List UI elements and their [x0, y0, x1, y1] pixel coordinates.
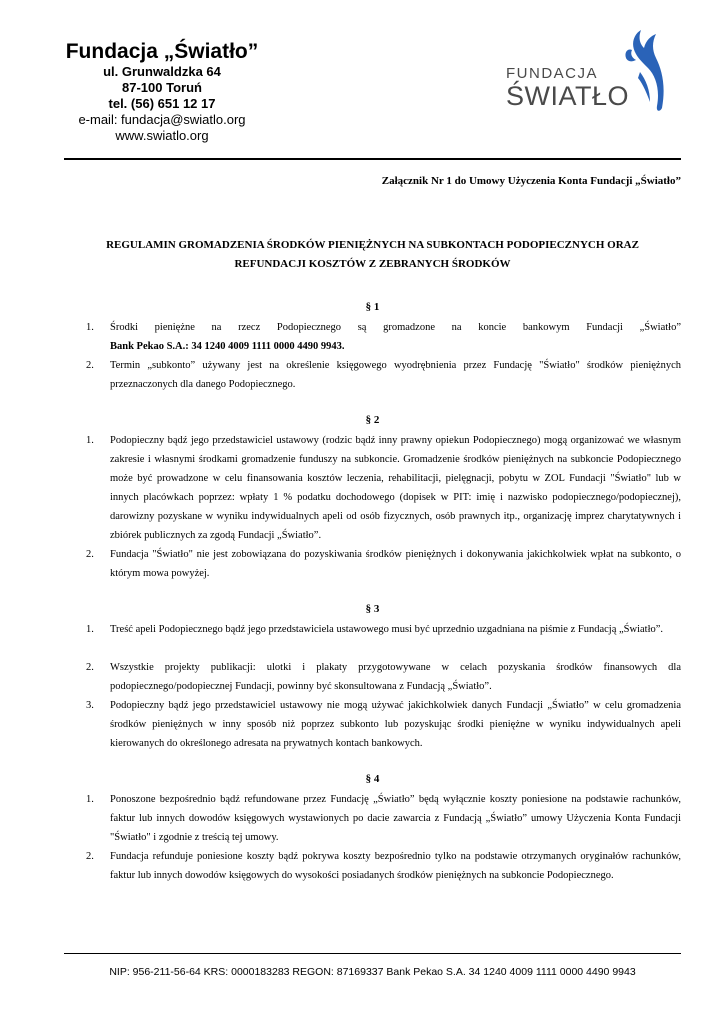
document-title: [70, 236, 675, 274]
list-item: [86, 620, 681, 639]
org-website: www.swiatlo.org: [115, 128, 209, 143]
footer-divider: [64, 953, 681, 954]
list-item: [86, 431, 681, 545]
section-heading: § 2: [365, 414, 380, 426]
list-item: [86, 696, 681, 753]
org-city: 87-100 Toruń: [122, 80, 202, 95]
item-number: 2.: [86, 360, 94, 371]
item-text: Podopieczny bądź jego przedstawiciel ustawowy (rodzic bądź inny prawny opiekun Podopiecznego) mogą organizować we własnym zakresie i własnymi środkami gromadzenie funduszy na subkoncie. Gromadzenie środków pieniężnych na subkoncie Podopiecznego może być prowadzone w celu finansowania kosztów leczenia, rehabilitacji, pielęgnacji, pobytu w ZOL Fundacji "Światło" lub w innych placówkach poprzez: wpłaty 1 % podatku dochodowego (dopisek w PIT: imię i nazwisko podopiecznego/podopiecznej), darowizny pozyskane w wyniku indywidualnych apeli od osób fizycznych, osób prawnych itp., organizację imprez charytatywnych i zbiórek publicznych za zgodą Fundacji „Światło”.: [110, 435, 681, 541]
list-item: [86, 847, 681, 885]
section-heading: § 4: [365, 773, 380, 785]
org-street: ul. Grunwaldzka 64: [103, 64, 221, 79]
item-text: Wszystkie projekty publikacji: ulotki i plakaty przygotowywane w celach pozyskania środków finansowych dla podopiecznego/podopiecznej Fundacji, powinny być skonsultowana z Fundacją „Światło”.: [110, 662, 681, 692]
list-item: [86, 658, 681, 696]
item-number: 1.: [86, 435, 94, 446]
item-number: 2.: [86, 662, 94, 673]
annex-reference: Załącznik Nr 1 do Umowy Użyczenia Konta Fundacji „Światło”: [381, 175, 681, 187]
item-text: Podopieczny bądź jego przedstawiciel ustawowy nie mogą używać jakichkolwiek danych Fundacji „Światło” w celu gromadzenia środków pieniężnych w inny sposób niż poprzez subkonto lub pozyskując środki pieniężne w wyniku indywidualnych apeli kierowanych do określonego adresata na prywatnych kontach bankowych.: [110, 700, 681, 749]
header-divider: [64, 158, 681, 160]
org-name: Fundacja „Światło”: [65, 40, 259, 63]
item-number: 1.: [86, 322, 94, 333]
logo-text-fundacja: FUNDACJA: [506, 65, 599, 82]
list-item: [86, 318, 681, 356]
title-line-1: REGULAMIN GROMADZENIA ŚRODKÓW PIENIĘŻNYCH NA SUBKONTACH PODOPIECZNYCH ORAZ: [106, 239, 639, 251]
section-heading: § 3: [365, 603, 380, 615]
footer-registration-info: NIP: 956-211-56-64 KRS: 0000183283 REGON: 87169337 Bank Pekao S.A. 34 1240 4009 1111 0000 4490 9943: [109, 966, 636, 978]
item-text: Treść apeli Podopiecznego bądź jego przedstawiciela ustawowego musi być uprzednio uzgadniana na piśmie z Fundacją „Światło”.: [110, 624, 664, 635]
item-number: 1.: [86, 794, 94, 805]
org-phone: tel. (56) 651 12 17: [108, 96, 216, 111]
list-item: [86, 790, 681, 847]
item-text: Ponoszone bezpośrednio bądź refundowane przez Fundację „Światło” będą wyłącznie koszty poniesione na podstawie rachunków, faktur lub innych dowodów księgowych wystawionych po dacie zawarcia z Fundacją „Światło” umowy Użyczenia Konta Fundacji "Światło" i zgodnie z treścią tej umowy.: [110, 794, 681, 843]
item-number: 3.: [86, 700, 94, 711]
section-heading: § 1: [365, 301, 380, 313]
item-number: 2.: [86, 549, 94, 560]
item-text: Fundacja refunduje poniesione koszty bądź pokrywa koszty bezpośrednio tylko na podstawie otrzymanych oryginałów rachunków, faktur lub innych dowodów księgowych do wysokości posiadanych środków pieniężnych na subkoncie Podopiecznego.: [110, 851, 681, 881]
org-email: e-mail: fundacja@swiatlo.org: [78, 112, 246, 127]
item-text: Fundacja "Światło" nie jest zobowiązana do pozyskiwania środków pieniężnych i dokonywania jakichkolwiek wpłat na subkonto, o którym mowa powyżej.: [110, 549, 681, 579]
item-number: 2.: [86, 851, 94, 862]
organization-header: [42, 40, 282, 144]
list-item: [86, 545, 681, 583]
logo-text-swiatlo: ŚWIATŁO: [506, 81, 630, 111]
bank-account: Bank Pekao S.A.: 34 1240 4009 1111 0000 4490 9943.: [110, 341, 345, 352]
item-number: 1.: [86, 624, 94, 635]
foundation-logo: [502, 28, 672, 118]
list-item: [86, 356, 681, 394]
title-line-2: REFUNDACJI KOSZTÓW Z ZEBRANYCH ŚRODKÓW: [234, 258, 511, 270]
item-text: Termin „subkonto” używany jest na określenie księgowego wyodrębnienia przez Fundację "Światło" środków pieniężnych przeznaczonych dla danego Podopiecznego.: [110, 360, 681, 390]
item-text: Środki pieniężne na rzecz Podopiecznego są gromadzone na koncie bankowym Fundacji „Światło”: [110, 322, 681, 333]
